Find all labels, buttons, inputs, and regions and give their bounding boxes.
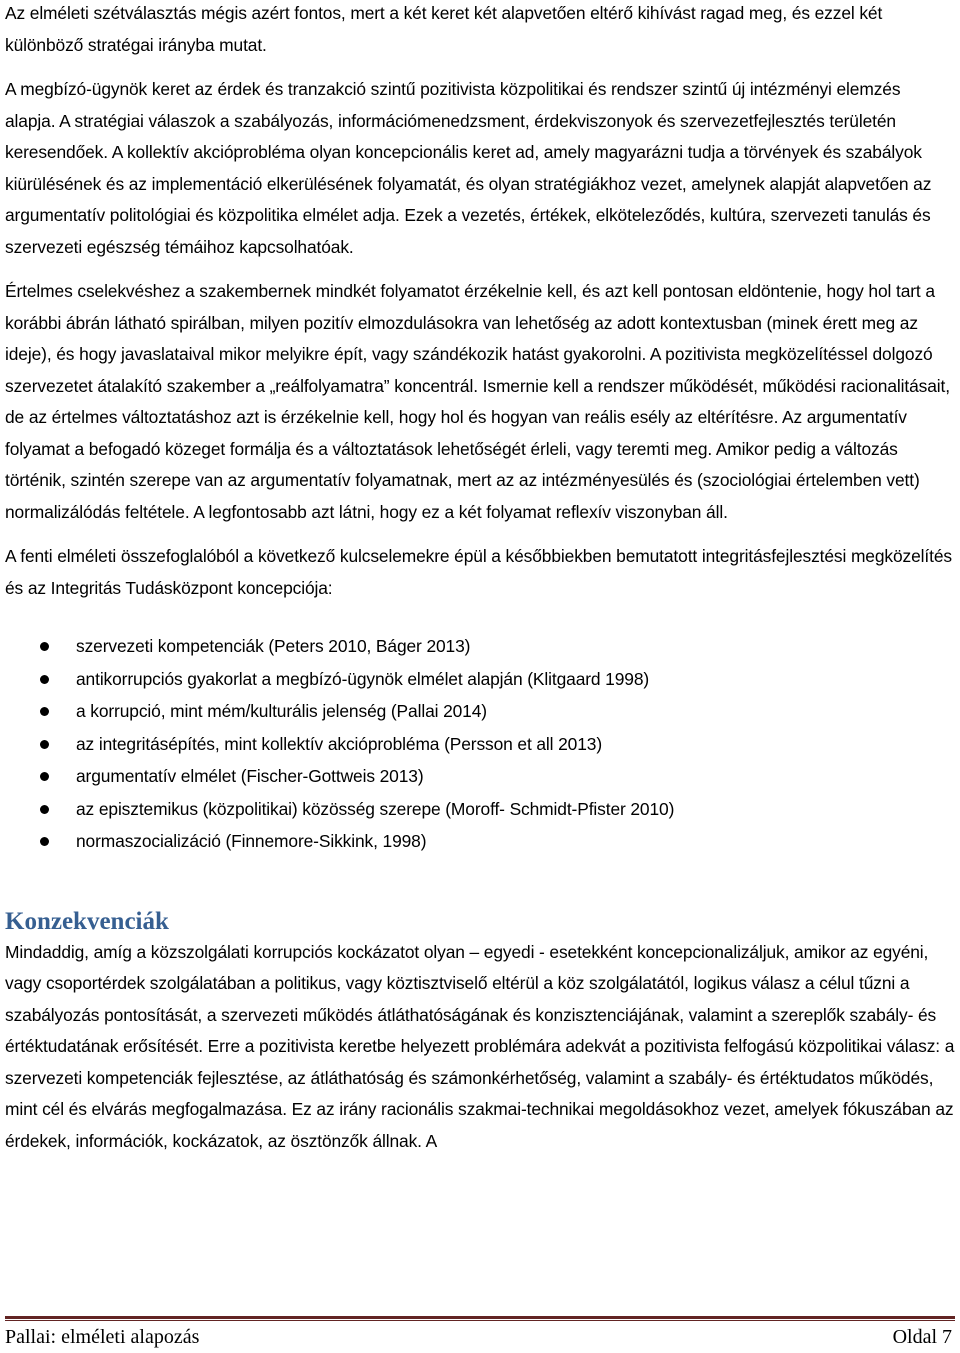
bullet-icon: [40, 740, 49, 749]
list-item: [5, 695, 955, 728]
bullet-icon: [40, 707, 49, 716]
page-number: Oldal 7: [892, 1326, 952, 1348]
paragraph: A fenti elméleti összefoglalóból a következő kulcselemekre épül a későbbiekben bemutatott integritásfejlesztési megközelítés és az Integritás Tudásközpont koncepciója:: [5, 546, 952, 598]
document-page: [5, 0, 955, 1157]
footer-title: Pallai: elméleti alapozás: [5, 1326, 200, 1348]
bullet-icon: [40, 675, 49, 684]
list-item-text: a korrupció, mint mém/kulturális jelenség (Pallai 2014): [76, 701, 487, 721]
bullet-icon: [40, 642, 49, 651]
footer-divider: [5, 1316, 955, 1319]
list-item: [5, 760, 955, 793]
list-item-text: az integritásépítés, mint kollektív akcióprobléma (Persson et all 2013): [76, 733, 603, 754]
footer-divider-thin: [5, 1320, 955, 1321]
list-item-text: argumentatív elmélet (Fischer-Gottweis 2013): [76, 766, 424, 786]
key-elements-list: [5, 630, 955, 858]
bullet-icon: [40, 805, 49, 814]
section-heading: Konzekvenciák: [5, 907, 169, 935]
list-item-text: normaszocializáció (Finnemore-Sikkink, 1998): [76, 831, 427, 851]
bullet-icon: [40, 837, 49, 846]
bullet-icon: [40, 772, 49, 781]
list-item-text: az episztemikus (közpolitikai) közösség szerepe (Moroff- Schmidt-Pfister 2010): [76, 798, 675, 819]
list-item: [5, 825, 955, 858]
list-item: [5, 630, 955, 663]
list-item: [5, 728, 955, 761]
paragraph: A megbízó-ügynök keret az érdek és tranzakció szintű pozitivista közpolitikai és rendszer szintű új intézményi elemzés alapja. A stratégiai válaszok a szabályozás, információmenedzsment, érdekviszonyok és szervezetfejlesztés területén keresendőek. A kollektív akcióprobléma olyan koncepcionális keret ad, amely magyarázni tudja a törvények és szabályok kiürülésének és az implementáció elkerülésének folyamatát, és olyan stratégiákhoz vezet, amelynek alapját alapvetően az argumentatív politológiai és közpolitika elmélet adja. Ezek a vezetés, értékek, elköteleződés, kultúra, szervezeti tanulás és szervezeti egészség témáihoz kapcsolhatóak.: [5, 79, 932, 257]
paragraph: Mindaddig, amíg a közszolgálati korrupciós kockázatot olyan – egyedi - esetekként koncepcionalizáljuk, amikor az egyéni, vagy csoportérdek szolgálatában a politikus, vagy köztisztviselő eltérül a köz szolgálatától, logikus válasz a célul tűzni a szabályozás pontosítását, a szervezeti működés átláthatóságának és konzisztenciájának, valamint a szereplők szabály- és értéktudatának erősítését. Erre a pozitivista keretbe helyezett problémára adekvát a pozitivista felfogású közpolitikai válasz: a szervezeti kompetenciák fejlesztése, az átláthatóság és számonkérhetőség, valamint a szabály- és értéktudatos működés, mint cél és elvárás megfogalmazása. Ez az irány racionális szakmai-technikai megoldásokhoz vezet, amelyek fókuszában az érdekek, információk, kockázatok, az ösztönzők állnak. A: [5, 941, 955, 1151]
list-item-text: antikorrupciós gyakorlat a megbízó-ügynök elmélet alapján (Klitgaard 1998): [76, 668, 650, 689]
list-item: [5, 793, 955, 826]
paragraph: Az elméleti szétválasztás mégis azért fontos, mert a két keret két alapvetően eltérő kihívást ragad meg, és ezzel két különböző stratégai irányba mutat.: [5, 3, 883, 55]
paragraph: Értelmes cselekvéshez a szakembernek mindkét folyamatot érzékelnie kell, és azt kell pontosan eldöntenie, hogy hol tart a korábbi ábrán látható spirálban, milyen pozitív elmozdulásokra van lehetőség az adott kontextusban (minek érett meg az ideje), és hogy javaslataival mikor melyikre épít, vagy szándékozik hatást gyakorolni. A pozitivista megközelítéssel dolgozó szervezetet átalakító szakember a „reálfolyamatra” koncentrál. Ismernie kell a rendszer működését, működési racionalitásait, de az értelmes változtatáshoz azt is érzékelnie kell, hogy hol és hogyan van reális esély az eltérítésre. Az argumentatív folyamat a befogadó közeget formálja és a változtatások lehetőségét érleli, vagy teremti meg. Amikor pedig a változás történik, szintén szerepe van az argumentatív folyamatnak, mert az az intézményesülés és (szociológiai értelemben vett) normalizálódás feltétele. A legfontosabb azt látni, hogy ez a két folyamat reflexív viszonyban áll.: [5, 281, 950, 522]
list-item-text: szervezeti kompetenciák (Peters 2010, Báger 2013): [76, 636, 471, 656]
list-item: [5, 663, 955, 696]
